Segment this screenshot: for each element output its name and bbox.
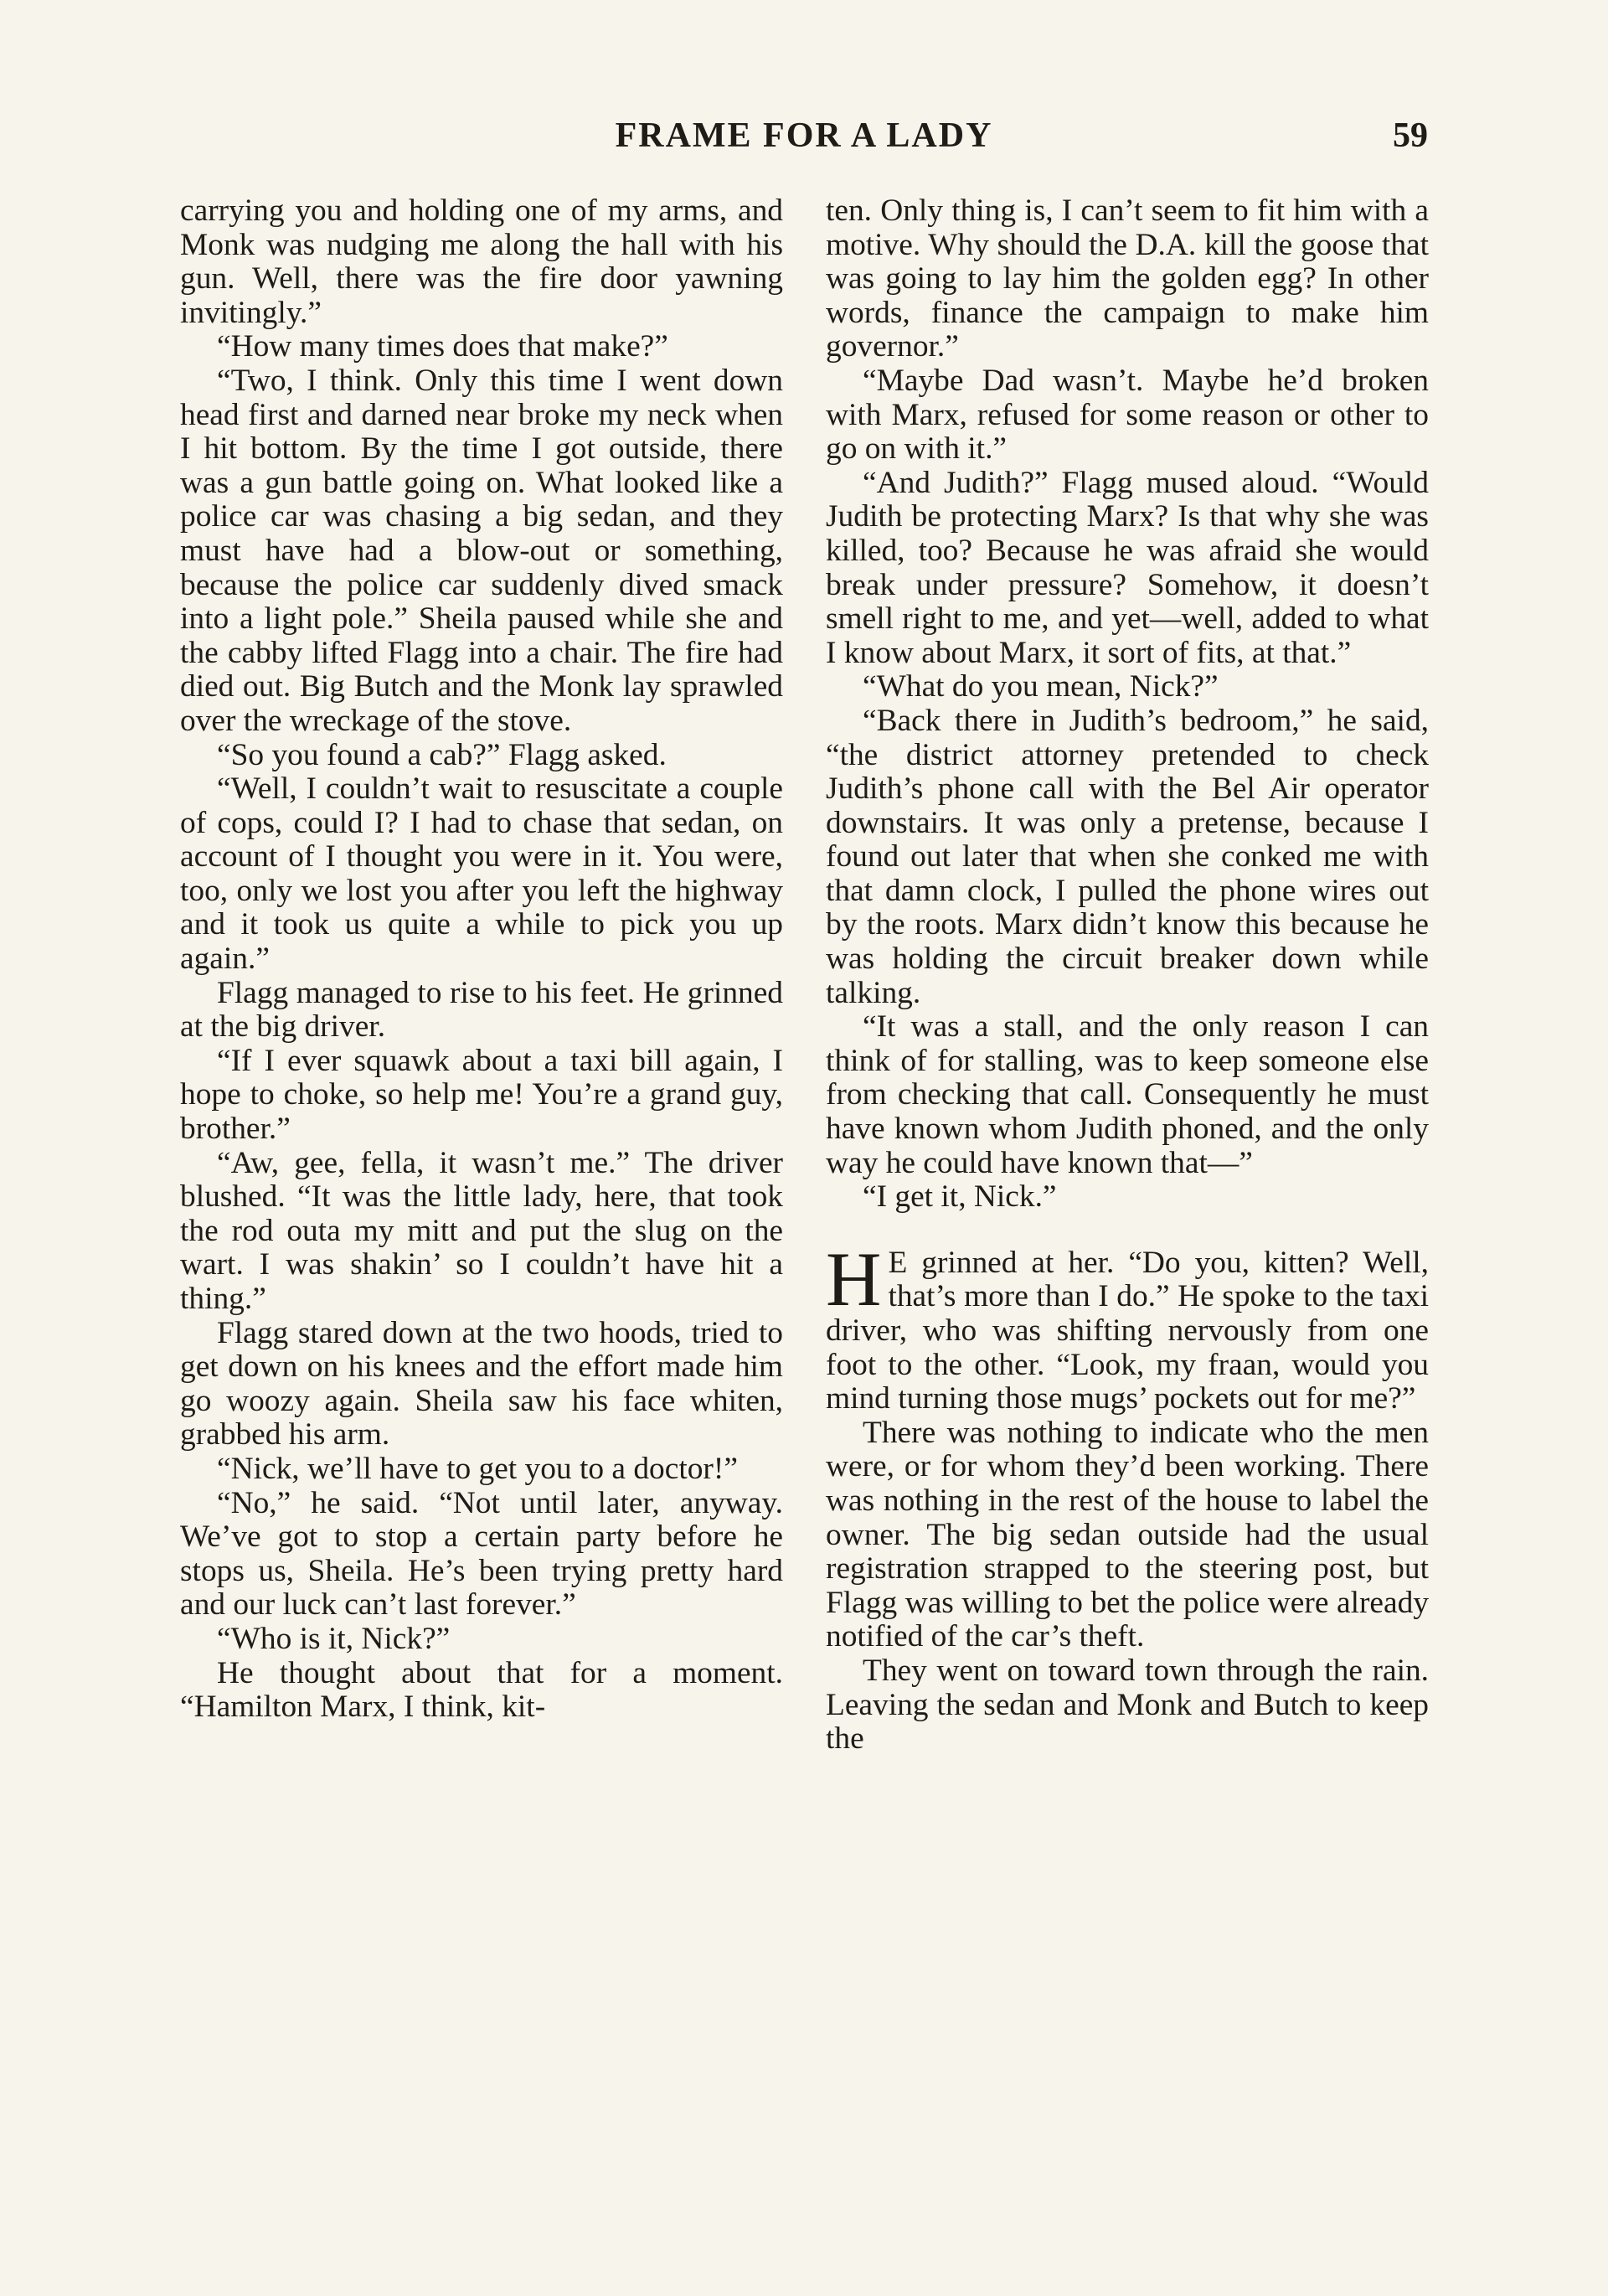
paragraph: “I get it, Nick.” xyxy=(863,1179,1057,1215)
paragraph: carrying you and holding one of my arms, and Monk was nudging me along the hall with his gun. Well, there was the fire door yawning invitingly.” xyxy=(180,193,783,330)
drop-cap-initial: H xyxy=(826,1236,882,1322)
paragraph: They went on toward town through the rain. Leaving the sedan and Monk and Butch to keep the xyxy=(826,1653,1429,1757)
paragraph: “Well, I couldn’t wait to resuscitate a couple of cops, could I? I had to chase that sedan, on account of I thought you were in it. You were, too, only we lost you after you left the highway and it took us quite a while to pick you up again.” xyxy=(180,771,783,977)
paragraph: “What do you mean, Nick?” xyxy=(863,669,1219,704)
paragraph: “Aw, gee, fella, it wasn’t me.” The driver blushed. “It was the little lady, here, that took the rod outa my mitt and put the slug on the wart. I was shakin’ so I couldn’t have hit a thing.” xyxy=(180,1145,783,1316)
paragraph: “Maybe Dad wasn’t. Maybe he’d broken with Marx, refused for some reason or other to go on with it.” xyxy=(826,363,1429,467)
paragraph: “Two, I think. Only this time I went down head first and darned near broke my neck when I hit bottom. By the time I got outside, there was a gun battle going on. What looked like a police car was chasing a big sedan, and they must have had a blow-out or something, because the police car suddenly dived smack into a light pole.” Sheila paused while she and the cabby lifted Flagg into a chair. The fire had died out. Big Butch and the Monk lay sprawled over the wreckage of the stove. xyxy=(180,363,783,738)
paragraph: Flagg managed to rise to his feet. He grinned at the big driver. xyxy=(180,975,783,1045)
paragraph: “So you found a cab?” Flagg asked. xyxy=(217,737,667,772)
paragraph: There was nothing to indicate who the men were, or for whom they’d been working. There was nothing in the rest of the house to label the owner. The big sedan outside had the usual registration strapped to the steering post, but Flagg was willing to bet the police were already notified of the car’s theft. xyxy=(826,1415,1429,1654)
paragraph: “And Judith?” Flagg mused aloud. “Would Judith be protecting Marx? Is that why she was killed, too? Because he was afraid she would break under pressure? Somehow, it doesn’t smell right to me, and yet—well, added to what I know about Marx, it sort of fits, at that.” xyxy=(826,465,1429,670)
paragraph: Flagg stared down at the two hoods, tried to get down on his knees and the effort made him go woozy again. Sheila saw his face whiten, grabbed his arm. xyxy=(180,1315,783,1452)
left-column xyxy=(180,194,783,1725)
paragraph: “Back there in Judith’s bedroom,” he said, “the district attorney pretended to check Judith’s phone call with the Bel Air operator downstairs. It was only a pretense, because I found out later that when she conked me with that damn clock, I pulled the phone wires out by the roots. Marx didn’t know this because he was holding the circuit breaker down while talking. xyxy=(826,703,1429,1010)
running-title: FRAME FOR A LADY xyxy=(615,116,993,155)
page-header xyxy=(180,116,1428,157)
paragraph: ten. Only thing is, I can’t seem to fit him with a motive. Why should the D.A. kill the goose that was going to lay him the golden egg? In other words, finance the campaign to make him governor.” xyxy=(826,193,1429,364)
dropcap-paragraph xyxy=(826,1236,1429,1416)
paragraph: “Who is it, Nick?” xyxy=(217,1621,451,1656)
paragraph: “No,” he said. “Not until later, anyway. We’ve got to stop a certain party before he stops us, Sheila. He’s been trying pretty hard and our luck can’t last forever.” xyxy=(180,1485,783,1623)
page-number: 59 xyxy=(1393,116,1428,155)
paragraph: “If I ever squawk about a taxi bill again, I hope to choke, so help me! You’re a grand guy, brother.” xyxy=(180,1043,783,1147)
paragraph: “It was a stall, and the only reason I can think of for stalling, was to keep someone else from checking that call. Consequently he must have known whom Judith phoned, and the only way he could have known that—” xyxy=(826,1009,1429,1180)
paragraph: He thought about that for a moment. “Hamilton Marx, I think, kit- xyxy=(180,1655,783,1725)
paragraph: “Nick, we’ll have to get you to a doctor!” xyxy=(217,1451,738,1486)
right-column xyxy=(826,194,1429,1757)
dropcap-paragraph-text: E grinned at her. “Do you, kitten? Well, that’s more than I do.” He spoke to the taxi driver, who was shifting nervously from one foot to the other. “Look, my fraan, would you mind turning those mugs’ pockets out for me?” xyxy=(826,1245,1429,1416)
paragraph: “How many times does that make?” xyxy=(217,329,668,364)
